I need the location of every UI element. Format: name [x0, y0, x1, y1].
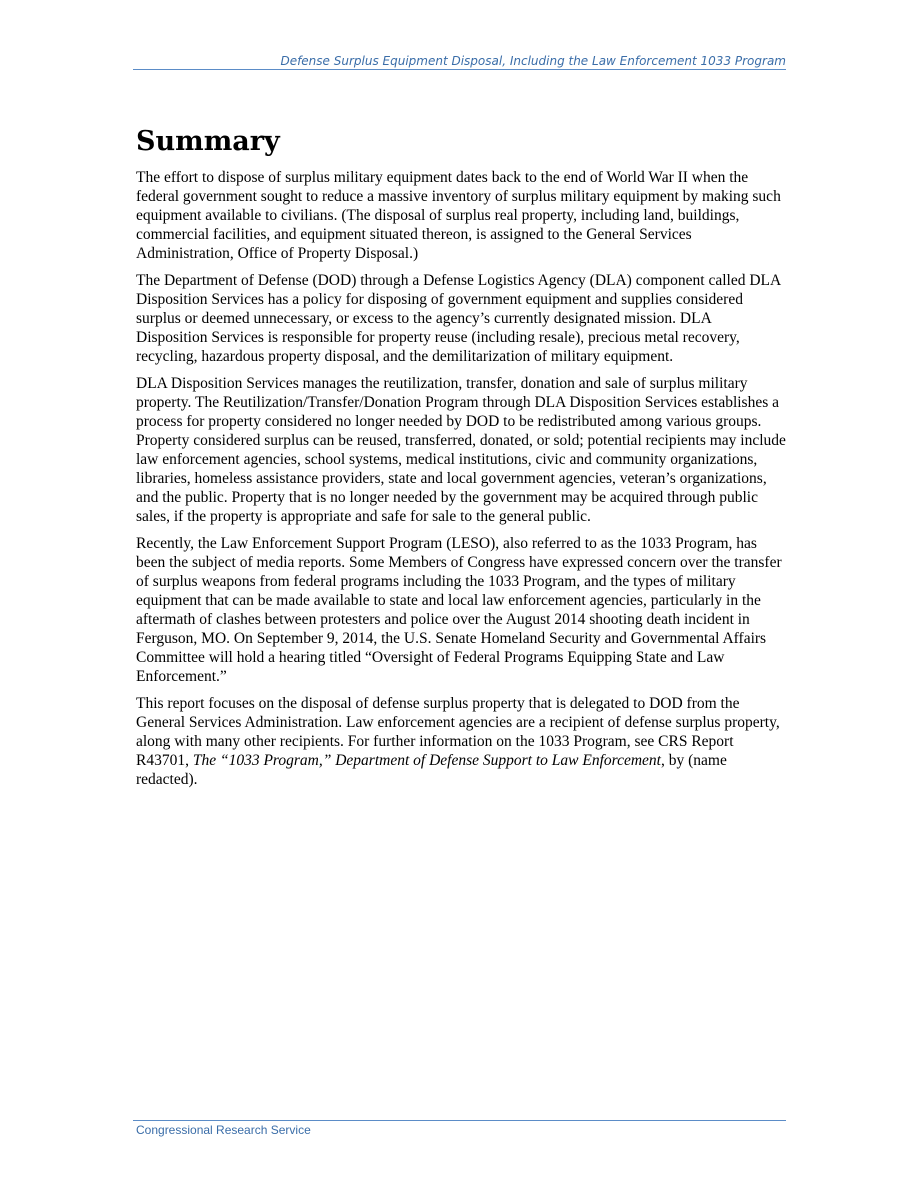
report-title-citation: The “1033 Program,” Department of Defense Support to Law Enforcement	[192, 752, 661, 769]
section-title: Summary	[136, 126, 280, 157]
running-footer: Congressional Research Service	[136, 1123, 311, 1137]
page-content	[136, 124, 786, 797]
summary-paragraph-2: The Department of Defense (DOD) through a Defense Logistics Agency (DLA) component called DLA Disposition Services has a policy for disposing of government equipment and supplies considered surplus or deemed unnecessary, or excess to the agency’s currently designated mission. DLA Disposition Services is responsible for property reuse (including resale), precious metal recovery, recycling, hazardous property disposal, and the demilitarization of military equipment.	[136, 272, 781, 365]
paragraph-text-after: , by (name redacted).	[136, 752, 727, 788]
footer-divider	[133, 1120, 786, 1121]
running-header: Defense Surplus Equipment Disposal, Including the Law Enforcement 1033 Program	[280, 54, 786, 68]
summary-paragraph-3: DLA Disposition Services manages the reutilization, transfer, donation and sale of surplus military property. The Reutilization/Transfer/Donation Program through DLA Disposition Services establishes a process for property considered no longer needed by DOD to be redistributed among various groups. Property considered surplus can be reused, transferred, donated, or sold; potential recipients may include law enforcement agencies, school systems, medical institutions, civic and community organizations, libraries, homeless assistance providers, state and local government agencies, veteran’s organizations, and the public. Property that is no longer needed by the government may be acquired through public sales, if the property is appropriate and safe for sale to the general public.	[136, 375, 786, 525]
summary-paragraph-4: Recently, the Law Enforcement Support Program (LESO), also referred to as the 1033 Program, has been the subject of media reports. Some Members of Congress have expressed concern over the transfer of surplus weapons from federal programs including the 1033 Program, and the types of military equipment that can be made available to state and local law enforcement agencies, particularly in the aftermath of clashes between protesters and police over the August 2014 shooting death incident in Ferguson, MO. On September 9, 2014, the U.S. Senate Homeland Security and Governmental Affairs Committee will hold a hearing titled “Oversight of Federal Programs Equipping State and Law Enforcement.”	[136, 535, 782, 685]
header-divider	[133, 69, 786, 70]
summary-paragraph-5	[136, 694, 786, 789]
paragraph-text-before: This report focuses on the disposal of defense surplus property that is delegated to DOD from the General Services Administration. Law enforcement agencies are a recipient of defense surplus property, along with many other recipients. For further information on the 1033 Program, see CRS Report R43701,	[136, 695, 780, 769]
summary-paragraph-1: The effort to dispose of surplus military equipment dates back to the end of World War II when the federal government sought to reduce a massive inventory of surplus military equipment by making such equipment available to civilians. (The disposal of surplus real property, including land, buildings, commercial facilities, and equipment situated thereon, is assigned to the General Services Administration, Office of Property Disposal.)	[136, 169, 781, 262]
